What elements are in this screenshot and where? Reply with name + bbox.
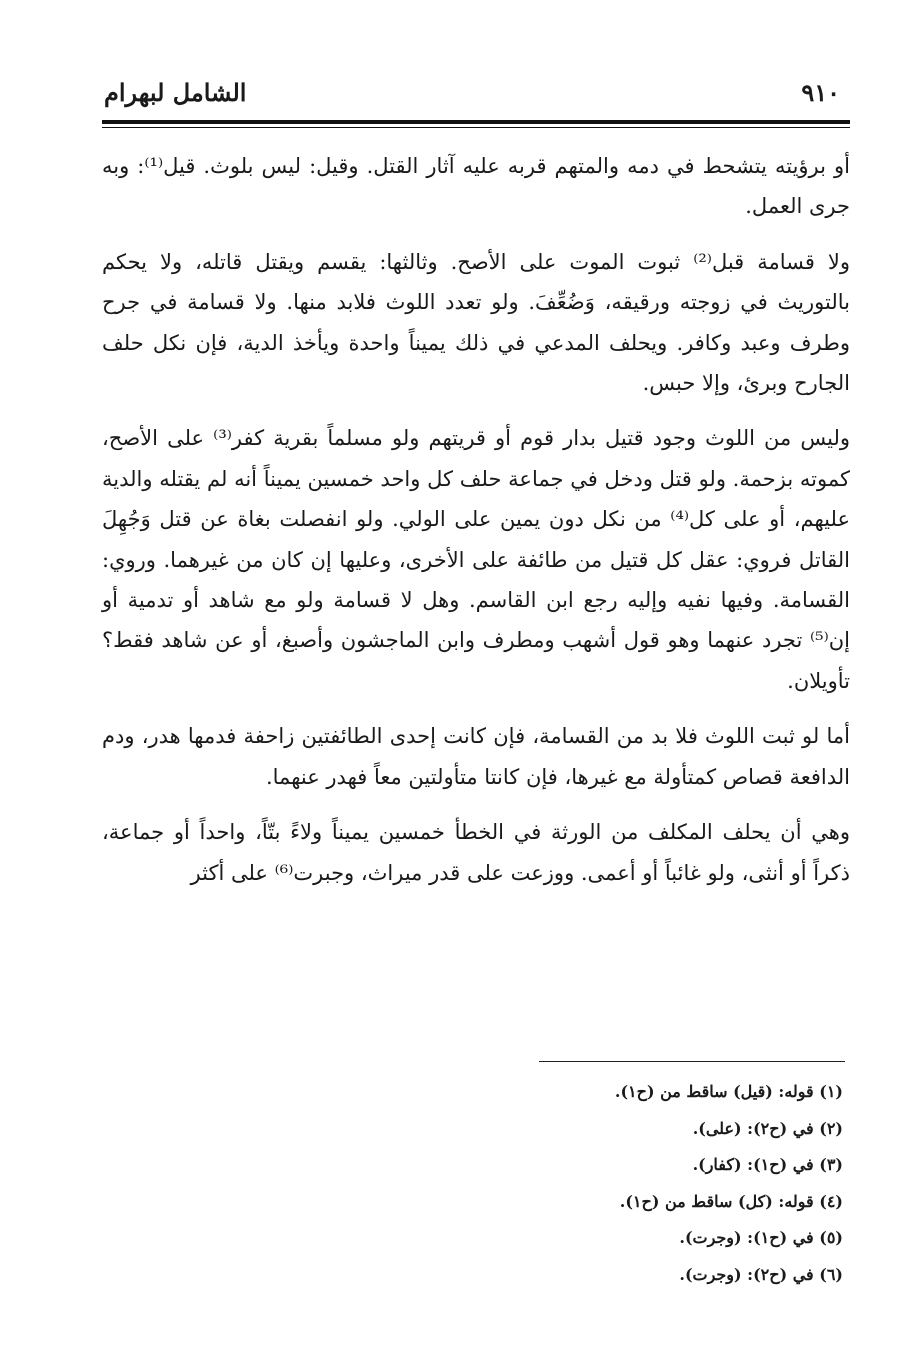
running-title: الشامل لبهرام bbox=[104, 78, 247, 107]
book-page bbox=[102, 78, 850, 908]
paragraph: ولا قسامة قبل⁽²⁾ ثبوت الموت على الأصح. وثالثها: يقسم ويقتل قاتله، ولا يحكم بالتوريث في زوجته ورقيقه، وَضُعِّفَ. ولو تعدد اللوث فلابد منها. ولا قسامة في جرح وطرف وعبد وكافر. ويحلف المدعي في ذلك يميناً واحدة ويأخذ الدية، فإن نكل حلف الجارح وبرئ، وإلا حبس. bbox=[102, 249, 850, 396]
page-number: ٩١٠ bbox=[801, 78, 840, 107]
header-rule-thin bbox=[102, 127, 850, 128]
main-text bbox=[102, 146, 850, 893]
footnote: (٣) في (ح١): (كفار). bbox=[692, 1155, 843, 1175]
paragraph: وليس من اللوث وجود قتيل بدار قوم أو قريتهم ولو مسلماً بقرية كفر⁽³⁾ على الأصح، كموته بزحمة. ولو قتل ودخل في جماعة حلف كل واحد خمسين يميناً أنه لم يقتله والدية عليهم، أو على كل⁽⁴⁾ من نكل دون يمين على الولي. ولو انفصلت بغاة عن قتل وَجُهِلَ القاتل فروي: عقل كل قتيل من طائفة على الأخرى، وعليها إن كان من غيرهما. وروي: القسامة. وفيها نفيه وإليه رجع ابن القاسم. وهل لا قسامة ولو مع شاهد أو تدمية أو إن⁽⁵⁾ تجرد عنهما وهو قول أشهب ومطرف وابن الماجشون وأصبغ، أو عن شاهد فقط؟ تأويلان. bbox=[102, 426, 850, 693]
page-header bbox=[102, 78, 850, 116]
footnote: (٢) في (ح٢): (على). bbox=[692, 1118, 843, 1138]
paragraph: وهي أن يحلف المكلف من الورثة في الخطأ خمسين يميناً ولاءً بتّاً، واحداً أو جماعة، ذكراً أو أنثى، ولو غائباً أو أعمى. ووزعت على قدر ميراث، وجبرت⁽⁶⁾ على أكثر bbox=[102, 820, 850, 885]
header-rule-thick bbox=[102, 120, 850, 124]
footnotes bbox=[243, 1074, 843, 1294]
footnote: (٥) في (ح١): (وجرت). bbox=[679, 1228, 843, 1248]
footnote: (٦) في (ح٢): (وجرت). bbox=[679, 1264, 843, 1284]
paragraph: أو برؤيته يتشحط في دمه والمتهم قربه عليه آثار القتل. وقيل: ليس بلوث. قيل⁽¹⁾: وبه جرى العمل. bbox=[102, 154, 850, 219]
paragraph: أما لو ثبت اللوث فلا بد من القسامة، فإن كانت إحدى الطائفتين زاحفة فدمها هدر، ودم الدافعة قصاص كمتأولة مع غيرها، فإن كانتا متأولتين معاً فهدر عنهما. bbox=[102, 724, 850, 789]
footnote: (١) قوله: (قيل) ساقط من (ح١). bbox=[614, 1082, 843, 1101]
footnote-separator bbox=[539, 1061, 845, 1062]
footnote: (٤) قوله: (كل) ساقط من (ح١). bbox=[619, 1191, 843, 1211]
